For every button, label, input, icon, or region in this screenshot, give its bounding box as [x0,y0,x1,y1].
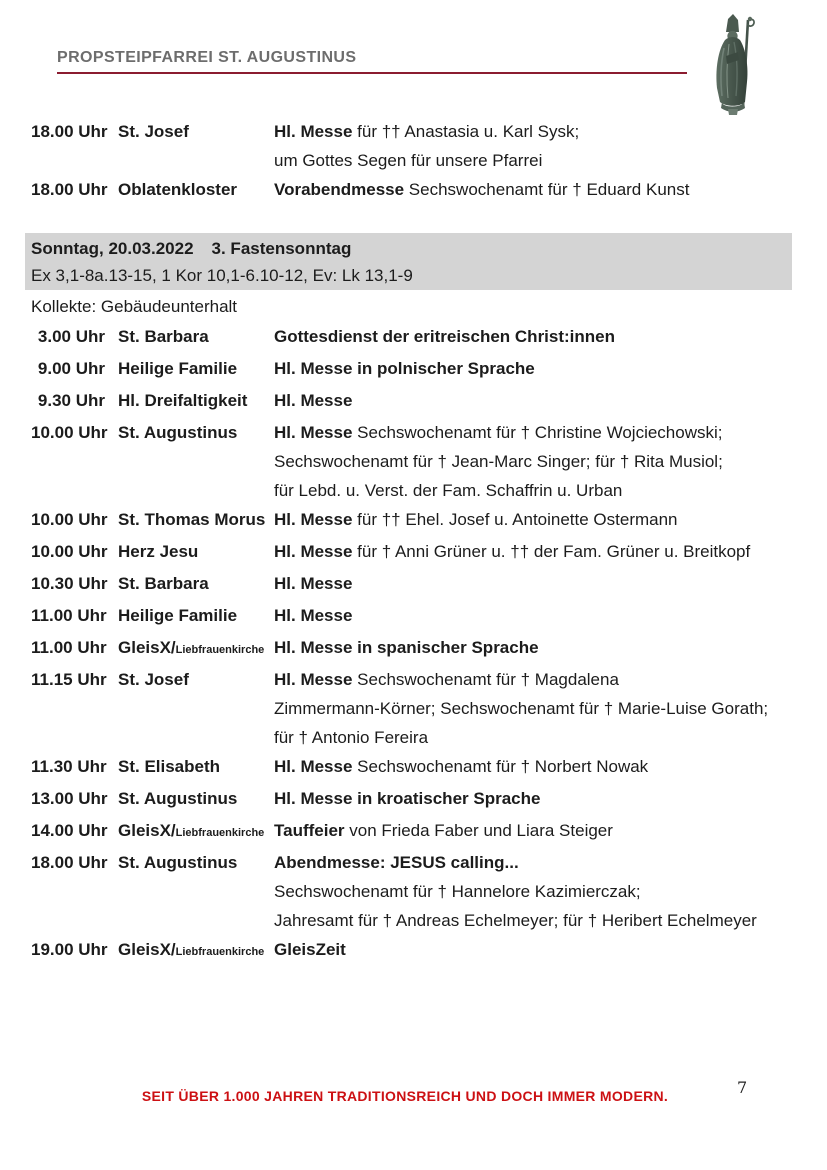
location-cell [118,386,261,418]
location-name: St. Barbara [118,574,209,593]
schedule-row [31,505,796,537]
description-regular-text: für † Anni Grüner u. †† der Fam. Grüner u. Breitkopf [352,542,751,561]
location-cell [118,117,261,175]
description-line [274,418,796,447]
location-cell [118,418,261,505]
location-cell [118,665,261,752]
time-cell: 18.00 Uhr [31,853,108,872]
location-cell [118,784,261,816]
schedule-row [31,601,796,633]
location-cell [118,601,261,633]
schedule-row [31,665,796,752]
location-name: GleisX/ [118,638,176,657]
time-cell: 10.00 Uhr [31,542,108,561]
description-line [274,569,796,598]
description-cell [274,816,796,848]
description-cell [274,633,796,665]
description-bold-text: Vorabendmesse [274,180,405,199]
time-cell: 11.00 Uhr [31,606,107,625]
description-line [274,694,796,723]
description-line [274,665,796,694]
description-bold-text: Hl. Messe [274,423,353,442]
description-regular-text: um Gottes Segen für unsere Pfarrei [274,151,543,170]
description-line [274,447,796,476]
time-cell: 18.00 Uhr [31,180,108,199]
description-bold-text: Hl. Messe in kroatischer Sprache [274,789,541,808]
day-banner-title [31,235,792,262]
schedule-row [31,816,796,848]
location-name: St. Augustinus [118,423,238,442]
day-readings: Ex 3,1-8a.13-15, 1 Kor 10,1-6.10-12, Ev: Lk 13,1-9 [31,266,413,285]
location-name: Herz Jesu [118,542,199,561]
description-line [274,723,796,752]
description-line [274,505,796,534]
page-number: 7 [737,1078,748,1097]
description-bold-text: Hl. Messe [274,757,353,776]
time-cell: 9.00 Uhr [37,359,105,378]
description-bold-text: Hl. Messe in spanischer Sprache [274,638,539,657]
location-cell [118,816,265,848]
description-cell [274,175,796,207]
description-bold-text: Hl. Messe [274,542,353,561]
schedule-row [31,117,796,175]
description-bold-text: Hl. Messe [274,574,353,593]
description-regular-text: für †† Ehel. Josef u. Antoinette Ostermann [352,510,678,529]
schedule-row [31,418,796,505]
location-cell [118,537,261,569]
description-bold-text: Hl. Messe [274,670,353,689]
description-bold-text: Hl. Messe [274,391,353,410]
description-cell [274,935,796,967]
description-bold-text: Hl. Messe in polnischer Sprache [274,359,535,378]
location-name: St. Josef [118,670,189,689]
description-line [274,816,796,845]
time-cell: 19.00 Uhr [31,940,108,959]
description-cell [274,386,796,418]
location-cell [118,354,261,386]
location-name: St. Barbara [118,327,209,346]
description-line [274,354,796,383]
description-line [274,322,796,351]
time-cell: 10.00 Uhr [31,423,108,442]
time-cell: 11.00 Uhr [31,638,107,657]
location-cell [118,505,266,537]
schedule-row [31,848,796,935]
description-cell [274,418,796,505]
description-cell [274,848,796,935]
description-cell [274,537,796,569]
saturday-evening-rows [31,117,796,207]
time-cell: 18.00 Uhr [31,122,108,141]
description-line [274,175,796,204]
schedule-content [31,117,796,967]
location-name: Heilige Familie [118,359,238,378]
description-regular-text: von Frieda Faber und Liara Steiger [344,821,613,840]
description-cell [274,117,796,175]
location-name: St. Augustinus [118,789,238,808]
description-regular-text: für †† Anastasia u. Karl Sysk; [352,122,580,141]
time-cell: 11.30 Uhr [31,757,107,776]
location-name: GleisX/ [118,821,176,840]
description-cell [274,784,796,816]
schedule-row [31,784,796,816]
location-name: Oblatenkloster [118,180,238,199]
description-regular-text: Sechswochenamt für † Norbert Nowak [352,757,649,776]
description-bold-text: Hl. Messe [274,122,353,141]
location-cell [118,633,265,665]
description-line [274,386,796,415]
description-line [274,146,796,175]
location-cell [118,848,261,935]
time-cell: 13.00 Uhr [31,789,108,808]
description-cell [274,569,796,601]
day-banner [25,233,792,290]
schedule-row [31,354,796,386]
description-line [274,877,796,906]
location-name: Hl. Dreifaltigkeit [118,391,248,410]
schedule-row [31,537,796,569]
description-regular-text: Sechswochenamt für † Jean-Marc Singer; für † Rita Musiol; [274,452,723,471]
location-cell [118,569,261,601]
description-cell [274,752,796,784]
st-augustinus-statue-image [704,12,762,115]
page-title: PROPSTEIPFARREI ST. AUGUSTINUS [57,49,357,66]
time-cell: 10.00 Uhr [31,510,108,529]
location-name: St. Elisabeth [118,757,221,776]
location-subname: Liebfrauenkirche [175,644,265,656]
day-name: 3. Fastensonntag [211,239,352,258]
description-line [274,601,796,630]
description-line [274,848,796,877]
time-cell: 11.15 Uhr [31,670,107,689]
footer-slogan: SEIT ÜBER 1.000 JAHREN TRADITIONSREICH UND DOCH IMMER MODERN. [141,1088,669,1104]
description-bold-text: Abendmesse: JESUS calling... [274,853,519,872]
location-cell [118,322,261,354]
location-subname: Liebfrauenkirche [175,946,265,958]
description-regular-text: Sechswochenamt für † Magdalena [352,670,619,689]
description-bold-text: GleisZeit [274,940,346,959]
description-cell [274,322,796,354]
description-line [274,537,796,566]
description-line [274,633,796,662]
time-cell: 3.00 Uhr [37,327,105,346]
schedule-row [31,386,796,418]
description-cell [274,354,796,386]
sunday-rows [31,322,796,967]
description-line [274,935,796,964]
location-subname: Liebfrauenkirche [175,827,265,839]
location-name: St. Augustinus [118,853,238,872]
description-cell [274,601,796,633]
location-cell [118,752,261,784]
location-name: St. Josef [118,122,189,141]
kollekte-line: Kollekte: Gebäudeunterhalt [31,297,238,316]
schedule-row [31,752,796,784]
time-cell: 10.30 Uhr [31,574,108,593]
description-line [274,784,796,813]
location-name: Heilige Familie [118,606,238,625]
description-regular-text: Sechswochenamt für † Christine Wojciechowski; [352,423,723,442]
description-line [274,117,796,146]
description-line [274,906,796,935]
schedule-row [31,175,796,207]
location-cell [118,935,265,967]
description-cell [274,665,796,752]
description-regular-text: Sechswochenamt für † Eduard Kunst [404,180,690,199]
description-regular-text: Zimmermann-Körner; Sechswochenamt für † Marie-Luise Gorath; [274,699,769,718]
description-regular-text: Jahresamt für † Andreas Echelmeyer; für † Heribert Echelmeyer [274,911,757,930]
description-regular-text: für Lebd. u. Verst. der Fam. Schaffrin u. Urban [274,481,623,500]
description-bold-text: Hl. Messe [274,606,353,625]
location-name: St. Thomas Morus [118,510,266,529]
location-cell [118,175,261,207]
header-rule [57,72,687,74]
description-bold-text: Tauffeier [274,821,345,840]
schedule-row [31,569,796,601]
description-bold-text: Hl. Messe [274,510,353,529]
schedule-row [31,322,796,354]
description-regular-text: Sechswochenamt für † Hannelore Kazimierczak; [274,882,641,901]
time-cell: 14.00 Uhr [31,821,108,840]
schedule-row [31,633,796,665]
time-cell: 9.30 Uhr [37,391,105,410]
description-line [274,752,796,781]
description-bold-text: Gottesdienst der eritreischen Christ:innen [274,327,616,346]
day-date: Sonntag, 20.03.2022 [31,239,194,258]
description-cell [274,505,796,537]
schedule-row [31,935,796,967]
location-name: GleisX/ [118,940,176,959]
description-line [274,476,796,505]
description-regular-text: für † Antonio Fereira [274,728,429,747]
